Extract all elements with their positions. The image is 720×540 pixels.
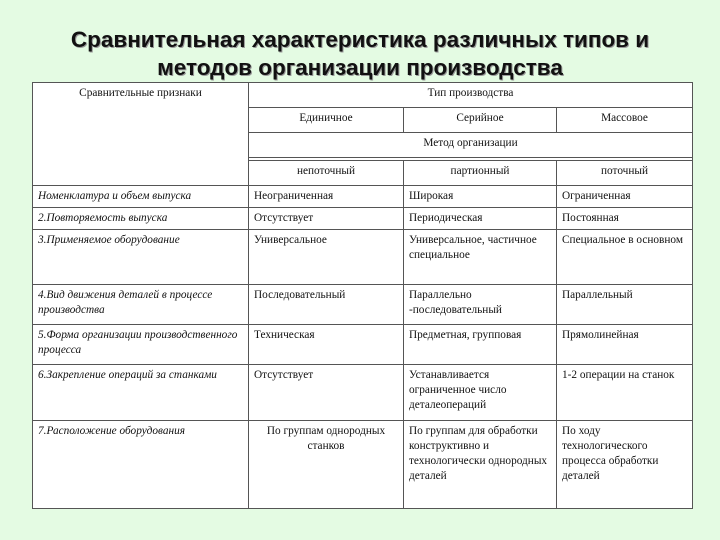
value-cell: Универсальное xyxy=(249,230,404,285)
header-row-production-type xyxy=(33,83,693,108)
value-cell: Ограниченная xyxy=(557,186,693,208)
feature-cell: 6.Закрепление операций за станками xyxy=(33,365,249,421)
table-row xyxy=(33,208,693,230)
table-row xyxy=(33,421,693,509)
slide-title-line-2: методов организации производства xyxy=(157,55,563,80)
value-cell: Неограниченная xyxy=(249,186,404,208)
value-cell: Специальное в основном xyxy=(557,230,693,285)
header-method-batch: партионный xyxy=(404,161,557,186)
header-type-single: Единичное xyxy=(249,108,404,133)
slide-title-line-1: Сравнительная характеристика различных типов и xyxy=(70,27,650,52)
value-cell: Постоянная xyxy=(557,208,693,230)
header-method-flow: поточный xyxy=(557,161,693,186)
feature-cell: 3.Применяемое оборудование xyxy=(33,230,249,285)
value-cell: 1-2 операции на станок xyxy=(557,365,693,421)
header-corner-cell: Сравнительные признаки xyxy=(33,83,249,186)
feature-cell: 7.Расположение оборудования xyxy=(33,421,249,509)
value-cell: Предметная, групповая xyxy=(404,325,557,365)
header-production-type: Тип производства xyxy=(249,83,693,108)
table-row xyxy=(33,230,693,285)
value-cell: По ходу технологического процесса обработки деталей xyxy=(557,421,693,509)
value-cell: Отсутствует xyxy=(249,208,404,230)
header-method-nonflow: непоточный xyxy=(249,161,404,186)
value-cell: По группам для обработки конструктивно и технологически однородных деталей xyxy=(404,421,557,509)
table-row xyxy=(33,186,693,208)
value-cell: Техническая xyxy=(249,325,404,365)
comparison-table xyxy=(32,82,693,509)
feature-cell: 2.Повторяемость выпуска xyxy=(33,208,249,230)
header-type-serial: Серийное xyxy=(404,108,557,133)
table-row xyxy=(33,285,693,325)
value-cell: Параллельно -последовательный xyxy=(404,285,557,325)
header-organization-method: Метод организации xyxy=(249,133,693,158)
value-cell: Периодическая xyxy=(404,208,557,230)
feature-cell: 5.Форма организации производственного процесса xyxy=(33,325,249,365)
value-cell: Отсутствует xyxy=(249,365,404,421)
value-cell: Параллельный xyxy=(557,285,693,325)
value-cell: Прямолинейная xyxy=(557,325,693,365)
value-cell: Широкая xyxy=(404,186,557,208)
feature-cell: 4.Вид движения деталей в процессе производства xyxy=(33,285,249,325)
value-cell: Универсальное, частичное специальное xyxy=(404,230,557,285)
table-row xyxy=(33,325,693,365)
value-cell: Устанавливается ограниченное число деталеопераций xyxy=(404,365,557,421)
feature-cell: Номенклатура и объем выпуска xyxy=(33,186,249,208)
table-row xyxy=(33,365,693,421)
slide-title xyxy=(0,26,720,82)
value-cell: Последовательный xyxy=(249,285,404,325)
header-type-mass: Массовое xyxy=(557,108,693,133)
value-cell: По группам однородных станков xyxy=(249,421,404,509)
